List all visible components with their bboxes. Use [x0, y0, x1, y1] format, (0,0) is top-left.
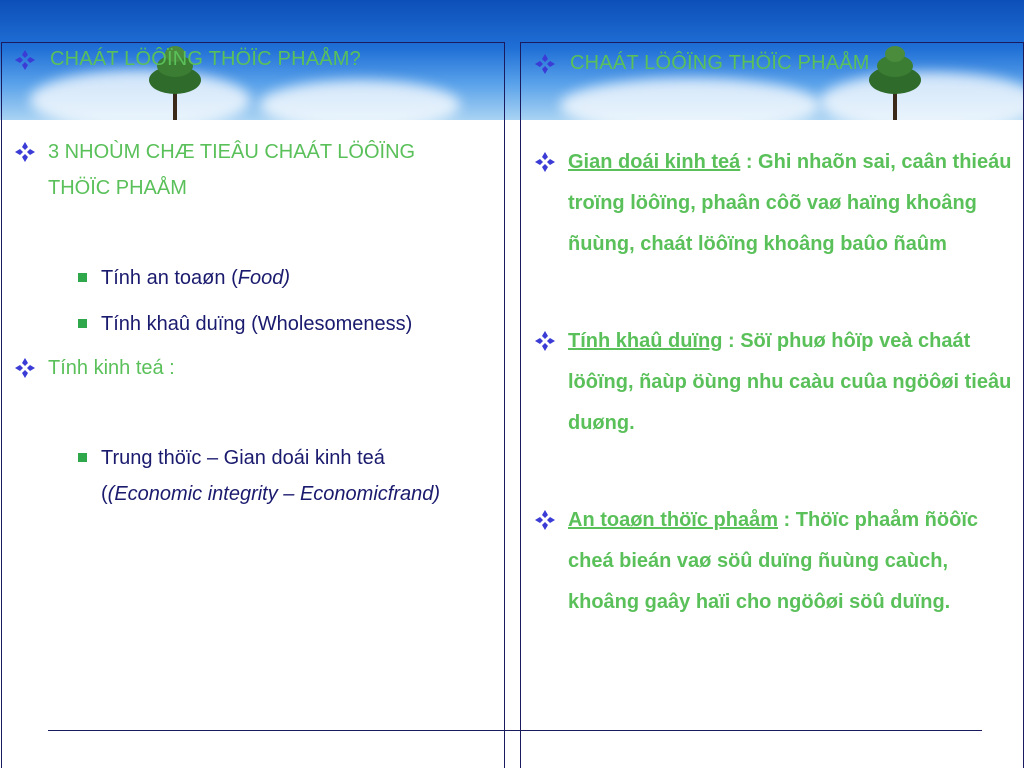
list-item-text-italic: Food) [237, 267, 290, 289]
diamond-bullet-icon [534, 151, 556, 173]
diamond-bullet-icon [534, 509, 556, 531]
diamond-bullet-icon [14, 141, 36, 163]
list-item-text: : Ghi nhaõn sai, caân thieáu troïng löôïng, phaân côõ vaø haïng khoâng ñuùng, chaát löôïng khoâng baûo ñaûm [568, 151, 1012, 255]
list-item-lead: Gian doái kinh teá [568, 151, 741, 173]
list-item-text: Tính an toaøn ( [101, 267, 238, 289]
list-item [78, 306, 484, 342]
square-bullet-icon [78, 453, 87, 462]
square-bullet-icon [78, 319, 87, 328]
left-content [14, 134, 484, 512]
list-item-text: 3 NHOÙM CHÆ TIEÂU CHAÁT LÖÔÏNG THÖÏC PHAÅM [48, 141, 416, 199]
diamond-bullet-icon [14, 357, 36, 379]
list-item [14, 134, 484, 206]
list-item-text: : Söï phuø hôïp veà chaát löôïng, ñaùp öùng nhu caàu cuûa ngöôøi tieâu duøng. [568, 330, 1012, 434]
list-item [78, 260, 484, 296]
list-item-text-italic: (Economic integrity – Economicfrand) [107, 483, 441, 505]
list-item-text: Trung thöïc – Gian doái kinh teá ( [101, 447, 385, 505]
right-content [534, 142, 1014, 623]
right-title [534, 52, 870, 75]
list-item-text: Tính khaû duïng (Wholesomeness) [101, 313, 413, 335]
list-item-lead: Tính khaû duïng [568, 330, 723, 352]
right-title-text: CHAÁT LÖÔÏNG THÖÏC PHAÅM [570, 52, 870, 74]
list-item [534, 500, 1014, 623]
bottom-divider [48, 730, 982, 731]
list-item-text: Tính kinh teá : [48, 357, 175, 379]
list-item [14, 350, 484, 386]
list-item [78, 440, 484, 512]
list-item-text: : Thöïc phaåm ñöôïc cheá bieán vaø söû duïng ñuùng caùch, khoâng gaây haïi cho ngöôøi söû duïng. [568, 509, 979, 613]
list-item [534, 321, 1014, 444]
list-item-lead: An toaøn thöïc phaåm [568, 509, 778, 531]
list-item [534, 142, 1014, 265]
diamond-bullet-icon [14, 49, 36, 71]
diamond-bullet-icon [534, 53, 556, 75]
square-bullet-icon [78, 273, 87, 282]
left-title [14, 48, 361, 71]
diamond-bullet-icon [534, 330, 556, 352]
left-title-text: CHAÁT LÖÔÏNG THÖÏC PHAÅM? [50, 48, 361, 70]
